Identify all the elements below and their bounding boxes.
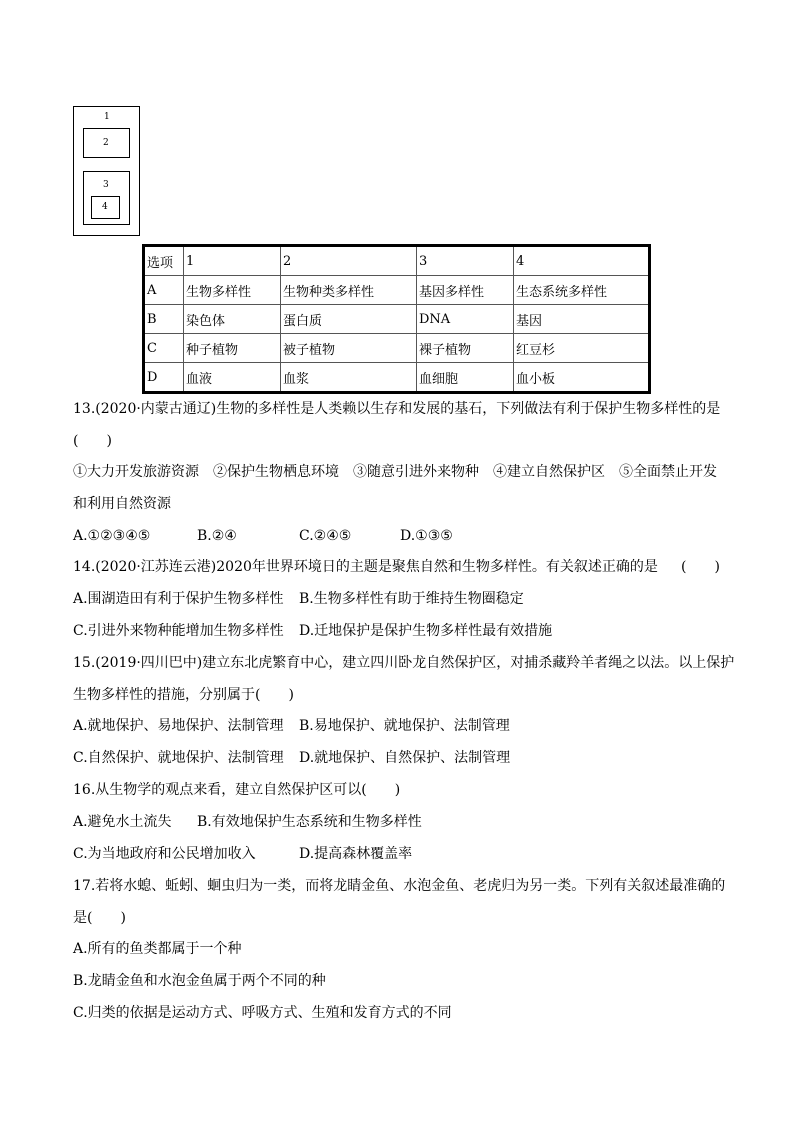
q15-stem-line1: 15.(2019·四川巴中)建立东北虎繁育中心，建立四川卧龙自然保护区，对捕杀藏羚羊者绳之以法。以上保护: [73, 655, 735, 671]
table-cell: 生物种类多样性: [281, 276, 417, 305]
q15-option-d[interactable]: D.就地保护、自然保护、法制管理: [299, 750, 511, 766]
q13-items-line1: ①大力开发旅游资源 ②保护生物栖息环境 ③随意引进外来物种 ④建立自然保护区 ⑤全面禁止开发: [73, 464, 717, 480]
q16-option-c[interactable]: C.为当地政府和公民增加收入: [73, 846, 256, 862]
q15-stem-line2: 生物多样性的措施，分别属于( ): [73, 687, 294, 703]
table-cell: 蛋白质: [281, 305, 417, 334]
q14-options-row2: [73, 621, 673, 641]
figure-label-3: 3: [103, 180, 109, 190]
q17-option-b[interactable]: B.龙睛金鱼和水泡金鱼属于两个不同的种: [73, 973, 326, 989]
q15-option-a[interactable]: A.就地保护、易地保护、法制管理: [73, 718, 284, 734]
figure-box-3: [83, 171, 130, 225]
table-row: [144, 276, 650, 305]
figure-label-4: 4: [102, 202, 108, 212]
q15-option-b[interactable]: B.易地保护、就地保护、法制管理: [299, 718, 510, 734]
table-cell: 被子植物: [281, 334, 417, 363]
table-cell: 种子植物: [184, 334, 281, 363]
q14-stem: 14.(2020·江苏连云港)2020年世界环境日的主题是聚焦自然和生物多样性。有关叙述正确的是: [73, 559, 658, 575]
table-header-cell: 选项: [144, 246, 184, 276]
options-table: [142, 244, 651, 394]
table-cell: 血浆: [281, 363, 417, 393]
q17-option-a[interactable]: A.所有的鱼类都属于一个种: [73, 941, 242, 957]
table-cell: 基因: [514, 305, 650, 334]
figure-box-2: [83, 128, 130, 158]
q14-answer-blank: ( ): [681, 559, 720, 575]
table-cell: C: [144, 334, 184, 363]
q13-option-d[interactable]: D.①③⑤: [400, 528, 453, 544]
q13-stem: 13.(2020·内蒙古通辽)生物的多样性是人类赖以生存和发展的基石，下列做法有利于保护生物多样性的是: [73, 401, 721, 417]
q17-stem-line2: 是( ): [73, 910, 126, 926]
table-header-row: [144, 246, 650, 276]
q14-option-c[interactable]: C.引进外来物种能增加生物多样性: [73, 623, 284, 639]
q16-option-a[interactable]: A.避免水土流失: [73, 814, 172, 830]
table-cell: A: [144, 276, 184, 305]
q13-options: [73, 526, 473, 546]
q16-option-d[interactable]: D.提高森林覆盖率: [299, 846, 413, 862]
q15-options-row2: [73, 748, 673, 768]
table-cell: D: [144, 363, 184, 393]
q13-items-line2: 和利用自然资源: [73, 496, 171, 512]
table-cell: 生物多样性: [184, 276, 281, 305]
q13-option-c[interactable]: C.②④⑤: [299, 528, 352, 544]
table-cell: 血细胞: [417, 363, 514, 393]
figure-box-4: [91, 196, 120, 219]
q17-stem-line1: 17.若将水螅、蚯蚓、蛔虫归为一类，而将龙睛金鱼、水泡金鱼、老虎归为另一类。下列有关叙述最准确的: [73, 878, 726, 894]
q13-answer-blank: ( ): [73, 433, 112, 449]
table-row: [144, 334, 650, 363]
q15-options-row1: [73, 716, 673, 736]
table-cell: 血液: [184, 363, 281, 393]
q14-option-d[interactable]: D.迁地保护是保护生物多样性最有效措施: [299, 623, 553, 639]
table-header-cell: 2: [281, 246, 417, 276]
q16-option-b[interactable]: B.有效地保护生态系统和生物多样性: [197, 814, 422, 830]
table-header-cell: 1: [184, 246, 281, 276]
q15-option-c[interactable]: C.自然保护、就地保护、法制管理: [73, 750, 284, 766]
q16-options-row1: [73, 812, 673, 832]
table-cell: DNA: [417, 305, 514, 334]
table-cell: B: [144, 305, 184, 334]
table-cell: 血小板: [514, 363, 650, 393]
q13-option-b[interactable]: B.②④: [197, 528, 237, 544]
figure-outer-box-1: [73, 106, 140, 236]
table-header-cell: 4: [514, 246, 650, 276]
q16-options-row2: [73, 844, 673, 864]
figure-label-1: 1: [104, 112, 110, 122]
table-cell: 红豆杉: [514, 334, 650, 363]
table-cell: 生态系统多样性: [514, 276, 650, 305]
q13-option-a[interactable]: A.①②③④⑤: [73, 528, 151, 544]
q16-stem: 16.从生物学的观点来看，建立自然保护区可以( ): [73, 782, 401, 798]
figure-label-2: 2: [103, 138, 109, 148]
q14-options-row1: [73, 589, 673, 609]
table-cell: 裸子植物: [417, 334, 514, 363]
q14-option-a[interactable]: A.围湖造田有利于保护生物多样性: [73, 591, 284, 607]
q17-option-c[interactable]: C.归类的依据是运动方式、呼吸方式、生殖和发育方式的不同: [73, 1005, 452, 1021]
q14-option-b[interactable]: B.生物多样性有助于维持生物圈稳定: [299, 591, 524, 607]
table-header-cell: 3: [417, 246, 514, 276]
table-cell: 基因多样性: [417, 276, 514, 305]
table-row: [144, 305, 650, 334]
table-cell: 染色体: [184, 305, 281, 334]
table-row: [144, 363, 650, 393]
